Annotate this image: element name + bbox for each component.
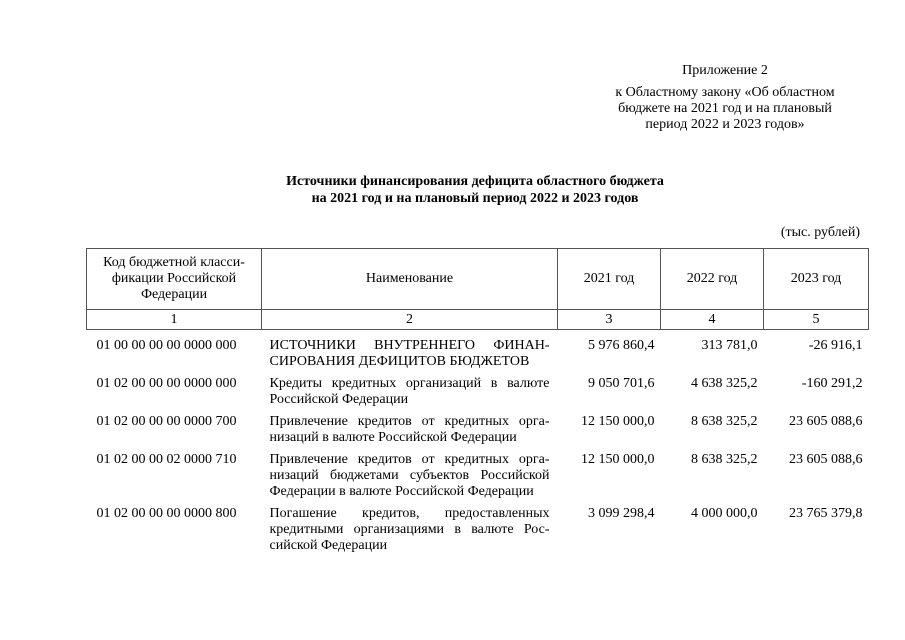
row-code: 01 02 00 00 00 0000 000: [96, 376, 237, 391]
row-name-line: Федерации в валюте Российской Федерации: [269, 484, 534, 499]
appendix-line: бюджете на 2021 год и на плановый: [618, 101, 832, 116]
header-code-line: Федерации: [140, 287, 208, 302]
row-value-2023: 23 605 088,6: [789, 452, 863, 467]
row-code: 01 02 00 00 00 0000 700: [96, 414, 237, 429]
header-2021: 2021 год: [558, 249, 661, 310]
table-row: [87, 452, 869, 506]
row-name: [262, 452, 558, 506]
column-number: 4: [661, 310, 764, 330]
row-name-line: Привлечение кредитов от кредитных орга-: [269, 414, 550, 429]
header-code-line: фикации Российской: [111, 271, 237, 286]
column-number: 5: [764, 310, 869, 330]
column-number: 2: [262, 310, 558, 330]
header-name: Наименование: [262, 249, 558, 310]
appendix-line: к Областному закону «Об областном: [615, 85, 835, 100]
table-header-row: [87, 249, 869, 310]
row-value-2021: 12 150 000,0: [581, 452, 655, 467]
row-name-line: СИРОВАНИЯ ДЕФИЦИТОВ БЮДЖЕТОВ: [269, 354, 530, 369]
row-value-2022: 4 000 000,0: [691, 506, 758, 521]
column-number: 1: [87, 310, 262, 330]
row-value-2022: 8 638 325,2: [691, 414, 758, 429]
row-value-2023: -160 291,2: [801, 376, 863, 391]
row-value-2022: 4 638 325,2: [691, 376, 758, 391]
row-name-line: низаций в валюте Российской Федерации: [269, 430, 517, 445]
header-2023: 2023 год: [764, 249, 869, 310]
row-value-2021: 5 976 860,4: [588, 338, 655, 353]
appendix-title: Приложение 2: [682, 63, 768, 78]
document-title-line: Источники финансирования дефицита областного бюджета: [286, 174, 664, 189]
table-row: [87, 414, 869, 452]
units-label: (тыс. рублей): [780, 225, 860, 240]
row-name: [262, 338, 558, 376]
row-name-line: кредитными организациями в валюте Рос-: [269, 522, 550, 537]
row-value-2023: -26 916,1: [808, 338, 863, 353]
document-title: [150, 173, 800, 207]
row-name-line: Погашение кредитов, предоставленных: [269, 506, 550, 521]
row-name-line: Кредиты кредитных организаций в валюте: [269, 376, 550, 391]
appendix-block: [600, 63, 850, 133]
table-row: [87, 338, 869, 376]
row-code: 01 02 00 00 02 0000 710: [96, 452, 237, 467]
row-value-2022: 313 781,0: [701, 338, 758, 353]
row-name: [262, 506, 558, 560]
row-name-line: ИСТОЧНИКИ ВНУТРЕННЕГО ФИНАН-: [269, 338, 550, 353]
document-title-line: на 2021 год и на плановый период 2022 и 2023 годов: [311, 191, 639, 206]
table-row: [87, 376, 869, 414]
row-name-line: Привлечение кредитов от кредитных орга-: [269, 452, 550, 467]
row-name-line: сийской Федерации: [269, 538, 388, 553]
row-value-2022: 8 638 325,2: [691, 452, 758, 467]
row-code: 01 02 00 00 00 0000 800: [96, 506, 237, 521]
row-value-2023: 23 605 088,6: [789, 414, 863, 429]
row-code: 01 00 00 00 00 0000 000: [96, 338, 237, 353]
row-value-2021: 3 099 298,4: [588, 506, 655, 521]
row-name-line: низаций бюджетами субъектов Российской: [269, 468, 550, 483]
header-code: [87, 249, 262, 310]
appendix-line: период 2022 и 2023 годов»: [645, 117, 805, 132]
row-name-line: Российской Федерации: [269, 392, 409, 407]
row-name: [262, 414, 558, 452]
header-code-line: Код бюджетной класси-: [103, 255, 245, 270]
row-value-2021: 12 150 000,0: [581, 414, 655, 429]
column-number: 3: [558, 310, 661, 330]
row-value-2023: 23 765 379,8: [789, 506, 863, 521]
header-2022: 2022 год: [661, 249, 764, 310]
table-row: [87, 506, 869, 560]
row-value-2021: 9 050 701,6: [588, 376, 655, 391]
row-name: [262, 376, 558, 414]
financing-sources-table: [86, 248, 869, 560]
column-number-row: [87, 310, 869, 330]
